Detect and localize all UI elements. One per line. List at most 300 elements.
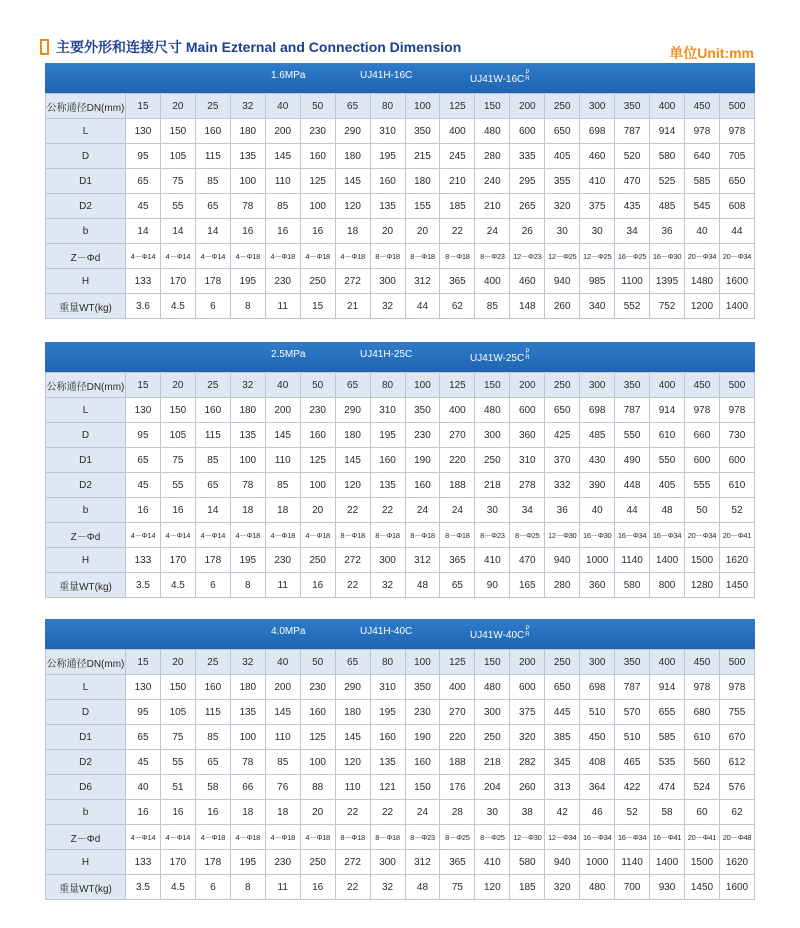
table-cell: 100 [230,725,265,750]
table-cell: 1600 [719,875,754,900]
table-cell: 100 [405,650,440,675]
table-row [46,119,755,144]
table-cell: 1000 [580,548,615,573]
table-cell: 125 [440,373,475,398]
table-cell: 4－Φ18 [230,825,265,850]
table-cell: 20－Φ41 [719,523,754,548]
table-row [46,725,755,750]
table-cell: 655 [650,700,685,725]
table-cell: 230 [405,423,440,448]
table-cell: 40 [685,219,720,244]
table-cell: 272 [335,850,370,875]
table-cell: 1400 [650,548,685,573]
table-cell: 110 [265,725,300,750]
table-cell: 15 [300,294,335,319]
table-row [46,875,755,900]
table-cell: 1140 [615,850,650,875]
model-suffix [525,349,529,361]
table-cell: 230 [265,548,300,573]
table-cell: 365 [440,850,475,875]
table-cell: 8－Φ18 [370,523,405,548]
table-cell: 408 [580,750,615,775]
table-cell: 145 [265,423,300,448]
table-cell: 16 [300,875,335,900]
table-cell: 8 [230,875,265,900]
table-cell: 80 [370,650,405,675]
table-cell: 18 [230,800,265,825]
table-cell: 355 [545,169,580,194]
table-cell: 48 [650,498,685,523]
row-label: Z－Φd [46,244,126,269]
table-cell: 576 [719,775,754,800]
table-cell: 12－Φ34 [545,825,580,850]
table-row [46,144,755,169]
table-cell: 312 [405,548,440,573]
table-cell: 585 [650,725,685,750]
table-cell: 65 [335,650,370,675]
table-cell: 500 [719,94,754,119]
table-cell: 360 [510,423,545,448]
table-cell: 210 [440,169,475,194]
table-cell: 310 [370,398,405,423]
table-cell: 100 [300,473,335,498]
table-cell: 278 [510,473,545,498]
table-cell: 320 [545,875,580,900]
table-cell: 135 [230,144,265,169]
model-suffix [525,626,529,638]
table-cell: 75 [160,725,195,750]
table-cell: 1620 [719,850,754,875]
table-cell: 610 [685,725,720,750]
table-cell: 310 [370,119,405,144]
table-cell: 1620 [719,548,754,573]
table-cell: 188 [440,473,475,498]
table-cell: 85 [195,725,230,750]
table-cell: 50 [685,498,720,523]
table-cell: 1600 [719,269,754,294]
table-cell: 121 [370,775,405,800]
table-cell: 180 [405,169,440,194]
table-cell: 272 [335,269,370,294]
table-cell: 585 [685,169,720,194]
table-cell: 250 [545,94,580,119]
table-cell: 185 [510,875,545,900]
table-cell: 80 [370,94,405,119]
table-cell: 485 [580,423,615,448]
table-cell: 4－Φ18 [300,523,335,548]
table-cell: 280 [475,144,510,169]
table-cell: 6 [195,875,230,900]
table-cell: 160 [195,119,230,144]
table-cell: 100 [405,373,440,398]
table-cell: 120 [335,473,370,498]
table-cell: 730 [719,423,754,448]
table-cell: 180 [230,675,265,700]
model-label-w-text: UJ41W-40C [470,630,525,641]
table-cell: 290 [335,398,370,423]
table-cell: 75 [440,875,475,900]
table-cell: 310 [510,448,545,473]
table-row [46,700,755,725]
table-cell: 133 [126,269,161,294]
model-label-h: UJ41H-25C [360,349,413,360]
table-cell: 90 [475,573,510,598]
table-cell: 62 [719,800,754,825]
table-cell: 465 [615,750,650,775]
table-cell: 365 [440,269,475,294]
table-cell: 75 [160,448,195,473]
table-cell: 105 [160,700,195,725]
table-row [46,294,755,319]
table-cell: 160 [370,169,405,194]
table-cell: 450 [685,650,720,675]
table-cell: 978 [719,398,754,423]
table-cell: 110 [265,448,300,473]
table-cell: 195 [370,423,405,448]
table-cell: 16 [160,800,195,825]
table-cell: 40 [265,373,300,398]
table-cell: 8－Φ18 [405,523,440,548]
table-cell: 100 [300,194,335,219]
table-cell: 270 [440,423,475,448]
table-cell: 600 [510,675,545,700]
table-cell: 58 [650,800,685,825]
table-cell: 12－Φ25 [580,244,615,269]
table-cell: 425 [545,423,580,448]
table-cell: 500 [719,650,754,675]
table-cell: 48 [405,573,440,598]
table-cell: 272 [335,548,370,573]
table-cell: 58 [195,775,230,800]
dimension-table [45,649,755,900]
table-cell: 32 [370,294,405,319]
table-cell: 660 [685,423,720,448]
table-cell: 12－Φ30 [510,825,545,850]
table-cell: 350 [405,398,440,423]
table-row [46,523,755,548]
table-row [46,825,755,850]
table-cell: 160 [370,725,405,750]
table-cell: 48 [405,875,440,900]
table-cell: 978 [719,675,754,700]
table-cell: 85 [195,169,230,194]
table-cell: 787 [615,398,650,423]
table-cell: 290 [335,119,370,144]
table-cell: 375 [510,700,545,725]
table-cell: 914 [650,675,685,700]
table-cell: 36 [545,498,580,523]
table-cell: 300 [370,850,405,875]
table-cell: 4－Φ14 [195,523,230,548]
model-label-h: UJ41H-40C [360,626,413,637]
table-cell: 610 [719,473,754,498]
table-cell: 470 [510,548,545,573]
table-cell: 55 [160,194,195,219]
table-cell: 1480 [685,269,720,294]
table-cell: 8 [230,573,265,598]
table-cell: 3.5 [126,875,161,900]
table-cell: 313 [545,775,580,800]
table-cell: 4.5 [160,294,195,319]
table-cell: 435 [615,194,650,219]
table-cell: 120 [335,750,370,775]
table-cell: 250 [300,850,335,875]
table-cell: 300 [475,423,510,448]
table-cell: 11 [265,573,300,598]
model-label-h: UJ41H-16C [360,70,413,81]
table-4-0mpa [45,619,755,900]
table-cell: 555 [685,473,720,498]
table-cell: 410 [475,850,510,875]
table-cell: 75 [160,169,195,194]
table-cell: 550 [615,423,650,448]
table-cell: 44 [615,498,650,523]
table-header-bar [45,63,755,93]
table-cell: 40 [265,650,300,675]
table-cell: 150 [160,675,195,700]
model-suffix-p: P [525,626,530,632]
table-cell: 11 [265,294,300,319]
table-cell: 78 [230,194,265,219]
row-label: H [46,269,126,294]
table-cell: 600 [685,448,720,473]
table-cell: 500 [719,373,754,398]
table-cell: 240 [475,169,510,194]
table-cell: 15 [126,94,161,119]
table-cell: 26 [510,219,545,244]
table-cell: 22 [370,800,405,825]
dimension-table [45,93,755,319]
row-label: D2 [46,194,126,219]
table-cell: 145 [335,169,370,194]
table-cell: 8－Φ18 [405,244,440,269]
table-cell: 300 [370,269,405,294]
table-cell: 100 [405,94,440,119]
table-cell: 50 [300,650,335,675]
table-cell: 20－Φ34 [685,244,720,269]
table-cell: 52 [615,800,650,825]
table-cell: 40 [265,94,300,119]
table-row [46,244,755,269]
table-row [46,650,755,675]
row-label: b [46,498,126,523]
table-cell: 100 [300,750,335,775]
table-cell: 450 [685,94,720,119]
table-cell: 45 [126,194,161,219]
table-cell: 400 [440,398,475,423]
table-cell: 150 [475,650,510,675]
table-cell: 580 [510,850,545,875]
table-cell: 422 [615,775,650,800]
table-cell: 3.6 [126,294,161,319]
table-cell: 12－Φ23 [510,244,545,269]
table-row [46,548,755,573]
table-cell: 1400 [650,850,685,875]
row-label: D [46,700,126,725]
table-cell: 25 [195,373,230,398]
model-suffix [525,70,529,82]
table-cell: 270 [440,700,475,725]
table-cell: 4－Φ18 [265,825,300,850]
table-cell: 45 [126,750,161,775]
table-cell: 20－Φ41 [685,825,720,850]
table-cell: 16－Φ30 [650,244,685,269]
table-cell: 640 [685,144,720,169]
table-cell: 610 [650,423,685,448]
table-cell: 260 [545,294,580,319]
table-cell: 135 [230,423,265,448]
table-cell: 250 [545,373,580,398]
table-cell: 20 [405,219,440,244]
table-cell: 787 [615,119,650,144]
table-cell: 52 [719,498,754,523]
table-cell: 55 [160,750,195,775]
table-cell: 135 [370,750,405,775]
table-cell: 195 [230,548,265,573]
table-cell: 300 [475,700,510,725]
table-cell: 110 [335,775,370,800]
table-cell: 8－Φ18 [335,523,370,548]
table-cell: 133 [126,548,161,573]
table-row [46,800,755,825]
table-cell: 4－Φ18 [300,825,335,850]
table-cell: 62 [440,294,475,319]
table-cell: 50 [300,94,335,119]
table-cell: 20 [160,94,195,119]
table-cell: 32 [230,373,265,398]
table-cell: 160 [195,398,230,423]
row-label: Z－Φd [46,825,126,850]
table-cell: 250 [475,448,510,473]
table-cell: 580 [615,573,650,598]
table-cell: 65 [195,194,230,219]
table-cell: 978 [685,119,720,144]
table-cell: 4－Φ14 [126,523,161,548]
table-cell: 250 [475,725,510,750]
table-cell: 180 [230,398,265,423]
table-header-bar [45,342,755,372]
table-cell: 125 [440,650,475,675]
table-cell: 24 [475,219,510,244]
table-cell: 60 [685,800,720,825]
table-cell: 45 [126,473,161,498]
table-cell: 16 [300,573,335,598]
table-cell: 410 [475,548,510,573]
table-cell: 34 [615,219,650,244]
table-cell: 30 [475,498,510,523]
table-cell: 215 [405,144,440,169]
table-cell: 490 [615,448,650,473]
table-cell: 930 [650,875,685,900]
table-cell: 65 [195,750,230,775]
table-cell: 16 [126,498,161,523]
row-label: D6 [46,775,126,800]
table-cell: 8－Φ25 [440,825,475,850]
table-cell: 390 [580,473,615,498]
table-cell: 200 [510,373,545,398]
table-cell: 220 [440,448,475,473]
table-cell: 195 [230,269,265,294]
table-cell: 125 [440,94,475,119]
table-cell: 135 [370,194,405,219]
table-cell: 8－Φ18 [335,825,370,850]
table-cell: 25 [195,650,230,675]
table-row [46,219,755,244]
table-cell: 130 [126,119,161,144]
table-cell: 364 [580,775,615,800]
table-cell: 650 [719,169,754,194]
table-row [46,473,755,498]
table-cell: 350 [615,94,650,119]
table-cell: 680 [685,700,720,725]
table-cell: 670 [719,725,754,750]
table-cell: 978 [685,398,720,423]
table-cell: 200 [265,675,300,700]
table-cell: 25 [195,94,230,119]
table-cell: 218 [475,473,510,498]
table-cell: 448 [615,473,650,498]
table-cell: 250 [300,269,335,294]
table-cell: 1450 [685,875,720,900]
table-cell: 18 [335,219,370,244]
table-cell: 265 [510,194,545,219]
table-cell: 405 [545,144,580,169]
table-cell: 400 [440,675,475,700]
table-cell: 85 [265,750,300,775]
table-cell: 30 [475,800,510,825]
table-cell: 16－Φ25 [615,244,650,269]
table-row [46,448,755,473]
table-cell: 260 [510,775,545,800]
table-cell: 4－Φ14 [160,523,195,548]
table-row [46,269,755,294]
row-label: 重量WT(kg) [46,875,126,900]
table-cell: 360 [580,573,615,598]
table-cell: 85 [265,473,300,498]
table-cell: 32 [370,573,405,598]
table-cell: 335 [510,144,545,169]
row-label: D [46,423,126,448]
table-cell: 1280 [685,573,720,598]
table-cell: 14 [160,219,195,244]
table-cell: 22 [335,800,370,825]
table-cell: 170 [160,850,195,875]
table-cell: 250 [300,548,335,573]
table-cell: 300 [580,650,615,675]
table-cell: 480 [475,398,510,423]
table-cell: 16－Φ34 [615,523,650,548]
table-cell: 22 [335,875,370,900]
table-cell: 85 [195,448,230,473]
table-cell: 312 [405,269,440,294]
table-row [46,373,755,398]
table-cell: 20 [300,498,335,523]
row-label: b [46,219,126,244]
table-cell: 4－Φ18 [230,244,265,269]
table-cell: 145 [335,725,370,750]
pressure-label: 1.6MPa [271,70,306,81]
table-cell: 85 [265,194,300,219]
table-cell: 185 [440,194,475,219]
table-cell: 520 [615,144,650,169]
table-cell: 148 [510,294,545,319]
table-cell: 430 [580,448,615,473]
row-label: D1 [46,169,126,194]
table-cell: 705 [719,144,754,169]
table-cell: 300 [580,94,615,119]
table-cell: 38 [510,800,545,825]
table-cell: 480 [475,119,510,144]
